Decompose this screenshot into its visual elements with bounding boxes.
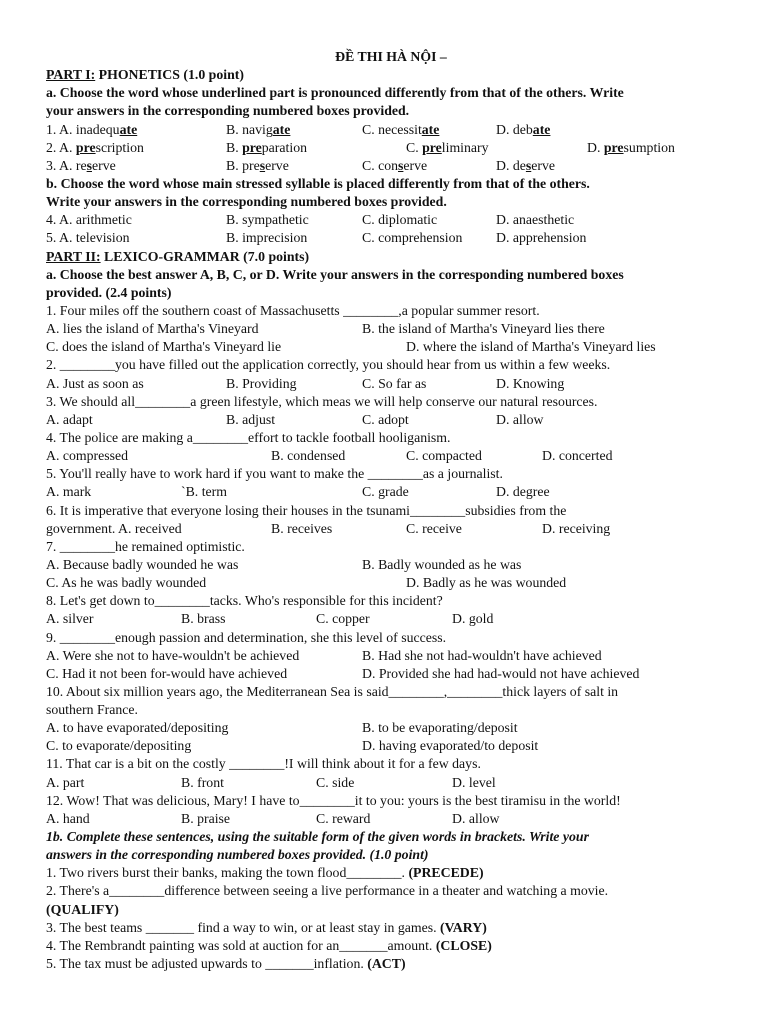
underlined-part: pre (75, 139, 96, 155)
word-form-5 (46, 955, 736, 973)
underlined-part: pre (242, 139, 262, 155)
part2-b-instruction-line1: 1b. Complete these sentences, using the suitable form of the given words in brackets. Write your (46, 829, 589, 845)
option-c: C. As he was badly wounded (46, 575, 207, 591)
given-word: (PRECEDE) (408, 865, 484, 881)
option-a: 4. A. arithmetic (46, 212, 132, 228)
option-b: B. the island of Martha's Vineyard lies there (362, 321, 605, 337)
option-b: `B. term (181, 484, 227, 500)
question-7-stem: 7. ________he remained optimistic. (46, 538, 245, 554)
question-1-options-row1 (46, 320, 736, 338)
part2-b-instruction-line2: answers in the corresponding numbered boxes provided. (1.0 point) (46, 847, 429, 863)
option-b: B. front (181, 774, 224, 790)
option-c: C. grade (362, 484, 409, 500)
question-5-options (46, 483, 736, 501)
option-b: B. navigate (226, 121, 291, 137)
option-d: D. gold (452, 611, 494, 627)
option-b: B. Providing (226, 375, 297, 391)
option-c: C. copper (316, 611, 370, 627)
option-b: B. adjust (226, 411, 276, 427)
option-d: D. Provided she had had-would not have achieved (362, 665, 640, 681)
option-d: D. deserve (496, 157, 556, 173)
underlined-part: s (259, 157, 266, 173)
option-c: C. reward (316, 810, 371, 826)
question-6-options (46, 520, 736, 538)
question-10-options-row1 (46, 719, 736, 737)
option-b: B. Had she not had-wouldn't have achieved (362, 647, 602, 663)
stress-question-5 (46, 229, 736, 247)
option-a: 3. A. reserve (46, 157, 116, 173)
option-a: A. silver (46, 611, 94, 627)
option-c: C. receive (406, 520, 462, 536)
question-3-stem: 3. We should all________a green lifestyle, which meas we will help conserve our natural resources. (46, 393, 598, 409)
option-a: 2. A. prescription (46, 139, 144, 155)
question-10-stem: 10. About six million years ago, the Mediterranean Sea is said________,________thick layers of salt in (46, 683, 619, 699)
option-a: A. lies the island of Martha's Vineyard (46, 321, 259, 337)
option-d: D. level (452, 774, 496, 790)
question-2-options (46, 375, 736, 393)
option-b: B. praise (181, 810, 231, 826)
question-9-options-row2 (46, 665, 736, 683)
option-a: government. A. received (46, 520, 182, 536)
word-form-sentence: 1. Two rivers burst their banks, making the town flood________. (46, 865, 409, 881)
option-b: B. Badly wounded as he was (362, 556, 522, 572)
option-d: D. where the island of Martha's Vineyard lies (406, 339, 656, 355)
option-a: A. compressed (46, 448, 128, 464)
question-8-options (46, 610, 736, 628)
option-b: B. sympathetic (226, 212, 309, 228)
part1-b-instruction-line1: b. Choose the word whose main stressed syllable is placed differently from that of the others. (46, 175, 590, 191)
phonetics-question-3 (46, 157, 736, 175)
underlined-part: ate (421, 121, 440, 137)
option-d: D. apprehension (496, 230, 587, 246)
question-1-stem: 1. Four miles off the southern coast of Massachusetts ________,a popular summer resort. (46, 302, 540, 318)
option-a: A. part (46, 774, 85, 790)
exam-page (46, 48, 736, 973)
underlined-part: ate (119, 121, 138, 137)
option-a: A. to have evaporated/depositing (46, 720, 229, 736)
option-a: A. hand (46, 810, 90, 826)
word-form-3 (46, 919, 736, 937)
option-d: D. concerted (542, 448, 613, 464)
part2-label: PART II: (46, 248, 101, 264)
option-d: D. Knowing (496, 375, 565, 391)
option-d: D. having evaporated/to deposit (362, 738, 539, 754)
question-10-options-row2 (46, 737, 736, 755)
question-12-stem: 12. Wow! That was delicious, Mary! I have to________it to you: yours is the best tiramisu in the world! (46, 792, 621, 808)
question-10-stem-line2: southern France. (46, 702, 138, 718)
option-b: B. brass (181, 611, 226, 627)
option-c: C. does the island of Martha's Vineyard lie (46, 339, 282, 355)
option-a: 5. A. television (46, 230, 130, 246)
underlined-part: pre (603, 139, 624, 155)
part2-a-instruction-line1: a. Choose the best answer A, B, C, or D. Write your answers in the corresponding numbered boxes (46, 266, 624, 282)
option-a: A. Just as soon as (46, 375, 144, 391)
question-9-options-row1 (46, 647, 736, 665)
part1-label: PART I: (46, 67, 96, 83)
option-c: C. necessitate (362, 121, 440, 137)
word-form-1 (46, 864, 736, 882)
question-12-options (46, 810, 736, 828)
given-word: (CLOSE) (435, 937, 492, 953)
option-d: D. allow (452, 810, 500, 826)
part1-title: PHONETICS (1.0 point) (95, 67, 244, 83)
part1-a-instruction-line2: your answers in the corresponding numbered boxes provided. (46, 103, 410, 119)
question-7-options-row1 (46, 556, 736, 574)
part1-heading (46, 66, 736, 84)
option-a: A. Because badly wounded he was (46, 556, 239, 572)
phonetics-question-1 (46, 121, 736, 139)
option-a: A. adapt (46, 411, 93, 427)
question-1-options-row2 (46, 338, 736, 356)
word-form-sentence: 5. The tax must be adjusted upwards to _______inflation. (46, 956, 368, 972)
option-c: C. diplomatic (362, 212, 438, 228)
option-a: A. Were she not to have-wouldn't be achieved (46, 647, 300, 663)
option-b: B. preparation (226, 139, 307, 155)
given-word: (ACT) (367, 956, 406, 972)
word-form-4 (46, 937, 736, 955)
underlined-part: ate (272, 121, 291, 137)
option-c: C. compacted (406, 448, 482, 464)
question-6-stem: 6. It is imperative that everyone losing their houses in the tsunami________subsidies from the (46, 502, 567, 518)
option-b: B. imprecision (226, 230, 308, 246)
option-c: C. Had it not been for-would have achieved (46, 665, 288, 681)
option-d: D. debate (496, 121, 551, 137)
underlined-part: ate (532, 121, 551, 137)
option-a: 1. A. inadequate (46, 121, 138, 137)
question-3-options (46, 411, 736, 429)
part1-a-instruction-line1: a. Choose the word whose underlined part is pronounced differently from that of the others. Write (46, 85, 624, 101)
option-c: C. comprehension (362, 230, 463, 246)
given-word: (QUALIFY) (46, 901, 119, 917)
question-4-options (46, 447, 736, 465)
option-c: C. adopt (362, 411, 409, 427)
option-d: D. anaesthetic (496, 212, 575, 228)
part2-title: LEXICO-GRAMMAR (7.0 points) (100, 248, 310, 264)
option-b: B. receives (271, 520, 333, 536)
phonetics-question-2 (46, 139, 736, 157)
question-11-stem: 11. That car is a bit on the costly ________!I will think about it for a few days. (46, 756, 481, 772)
word-form-sentence: 4. The Rembrandt painting was sold at auction for an_______amount. (46, 937, 436, 953)
word-form-2: 2. There's a________difference between seeing a live performance in a theater and watching a movie. (46, 883, 609, 899)
option-d: D. allow (496, 411, 544, 427)
question-11-options (46, 774, 736, 792)
underlined-part: s (86, 157, 92, 173)
part1-b-instruction-line2: Write your answers in the corresponding numbered boxes provided. (46, 194, 447, 210)
option-d: D. degree (496, 484, 550, 500)
question-5-stem: 5. You'll really have to work hard if you want to make the ________as a journalist. (46, 466, 503, 482)
part2-a-instruction-line2: provided. (2.4 points) (46, 284, 172, 300)
exam-title: ĐỀ THI HÀ NỘI – (335, 49, 447, 64)
option-c: C. preliminary (406, 139, 489, 155)
question-2-stem: 2. ________you have filled out the application correctly, you should hear from us within a few weeks. (46, 357, 611, 373)
stress-question-4 (46, 211, 736, 229)
underlined-part: s (398, 157, 404, 173)
option-d: D. Badly as he was wounded (406, 575, 567, 591)
given-word: (VARY) (440, 919, 487, 935)
underlined-part: pre (422, 139, 442, 155)
option-c: C. side (316, 774, 355, 790)
option-b: B. condensed (271, 448, 346, 464)
word-form-sentence: 3. The best teams _______ find a way to win, or at least stay in games. (46, 919, 441, 935)
underlined-part: s (525, 157, 532, 173)
question-4-stem: 4. The police are making a________effort to tackle football hooliganism. (46, 429, 451, 445)
question-9-stem: 9. ________enough passion and determination, she this level of success. (46, 629, 447, 645)
question-7-options-row2 (46, 574, 736, 592)
part2-heading (46, 248, 736, 266)
option-c: C. to evaporate/depositing (46, 738, 192, 754)
option-b: B. preserve (226, 157, 289, 173)
option-d: D. presumption (587, 139, 675, 155)
option-b: B. to be evaporating/deposit (362, 720, 518, 736)
option-a: A. mark (46, 484, 92, 500)
question-8-stem: 8. Let's get down to________tacks. Who's responsible for this incident? (46, 593, 443, 609)
option-d: D. receiving (542, 520, 611, 536)
option-c: C. So far as (362, 375, 427, 391)
option-c: C. conserve (362, 157, 428, 173)
